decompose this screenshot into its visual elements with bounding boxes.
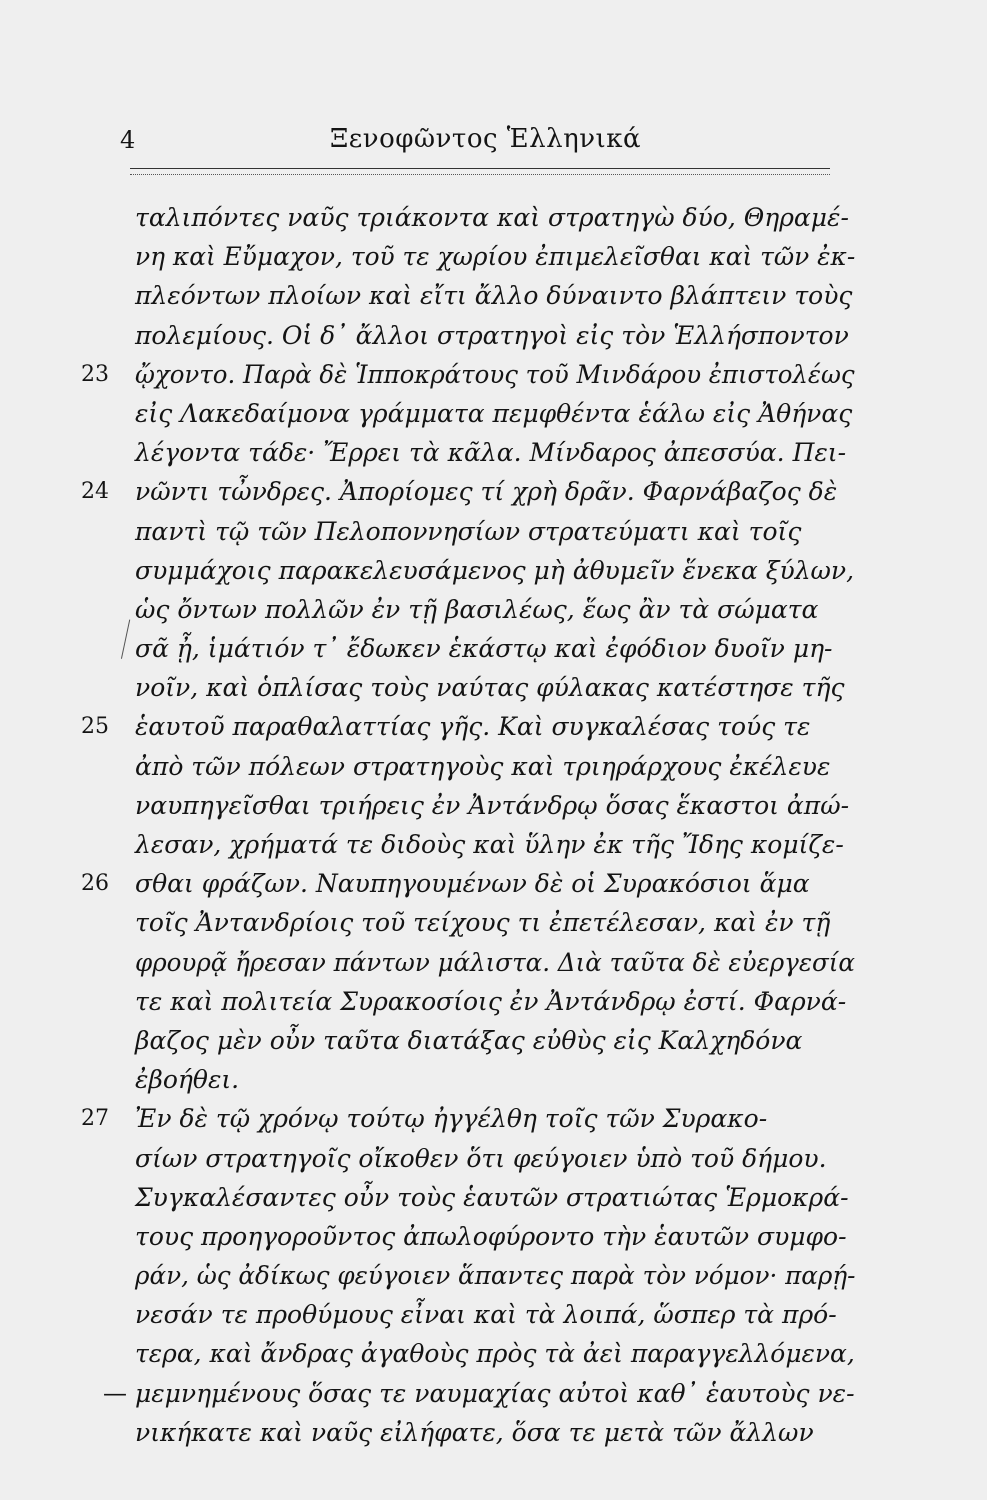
line-text: τοῖς Ἀντανδρίοις τοῦ τείχους τι ἐπετέλεσαν, καὶ ἐν τῇ xyxy=(135,908,831,938)
line-text: σθαι φράζων. Ναυπηγουμένων δὲ οἱ Συρακόσιοι ἅμα xyxy=(135,869,810,899)
text-line xyxy=(135,316,855,355)
line-text: νη καὶ Εὔμαχον, τοῦ τε χωρίου ἐπιμελεῖσθαι καὶ τῶν ἐκ- xyxy=(135,242,856,272)
text-line xyxy=(135,1413,855,1452)
text-line xyxy=(135,198,855,237)
text-line xyxy=(135,629,855,668)
line-text: σίων στρατηγοῖς οἴκοθεν ὅτι φεύγοιεν ὑπὸ τοῦ δήμου. xyxy=(135,1143,827,1173)
text-line xyxy=(135,237,855,276)
text-line xyxy=(135,943,855,982)
text-line xyxy=(135,1217,855,1256)
text-line xyxy=(135,1178,855,1217)
section-number: 24 xyxy=(81,479,109,505)
text-line xyxy=(135,1334,855,1373)
running-title: Ξενοφῶντος Ἑλληνικά xyxy=(330,124,642,154)
line-text: ἐβοήθει. xyxy=(135,1065,240,1095)
text-line xyxy=(135,276,855,315)
page-number: 4 xyxy=(120,126,136,154)
text-line xyxy=(81,1099,855,1138)
text-line xyxy=(135,1256,855,1295)
line-text: φρουρᾷ ἤρεσαν πάντων μάλιστα. Διὰ ταῦτα δὲ εὐεργεσία xyxy=(135,947,855,977)
text-line xyxy=(135,512,855,551)
text-line xyxy=(135,903,855,942)
text-line xyxy=(81,472,855,511)
section-number: 25 xyxy=(81,714,109,740)
section-number: 27 xyxy=(81,1106,109,1132)
line-text: πλεόντων πλοίων καὶ εἴτι ἄλλο δύναιντο βλάπτειν τοὺς xyxy=(135,281,853,311)
line-text: ναυπηγεῖσθαι τριήρεις ἐν Ἀντάνδρῳ ὅσας ἕκαστοι ἀπώ- xyxy=(135,790,850,820)
text-line xyxy=(135,786,855,825)
line-text: ᾤχοντο. Παρὰ δὲ Ἱπποκράτους τοῦ Μινδάρου ἐπιστολέως xyxy=(135,359,855,389)
text-body xyxy=(81,198,856,1452)
text-line xyxy=(135,825,855,864)
line-text: μεμνημένους ὅσας τε ναυμαχίας αὐτοὶ καθ᾽ ἑαυτοὺς νε- xyxy=(135,1378,855,1408)
text-line xyxy=(135,1021,855,1060)
margin-dash: — xyxy=(103,1378,127,1407)
line-text: εἰς Λακεδαίμονα γράμματα πεμφθέντα ἑάλω εἰς Ἀθήνας xyxy=(135,398,853,428)
text-line xyxy=(135,1139,855,1178)
line-text: ὡς ὄντων πολλῶν ἐν τῇ βασιλέως, ἕως ἂν τὰ σώματα xyxy=(135,594,819,624)
text-line xyxy=(135,1060,855,1099)
line-text: συμμάχοις παρακελευσάμενος μὴ ἀθυμεῖν ἕνεκα ξύλων, xyxy=(135,555,855,585)
page-header xyxy=(0,118,987,158)
section-number: 23 xyxy=(81,361,109,387)
line-text: νεσάν τε προθύμους εἶναι καὶ τὰ λοιπά, ὥσπερ τὰ πρό- xyxy=(135,1300,837,1330)
line-text: Ἐν δὲ τῷ χρόνῳ τούτῳ ἠγγέλθη τοῖς τῶν Συρακο- xyxy=(135,1104,768,1134)
text-line xyxy=(135,747,855,786)
line-text: τους προηγοροῦντος ἀπωλοφύροντο τὴν ἑαυτῶν συμφο- xyxy=(135,1221,847,1251)
line-text: νοῖν, καὶ ὁπλίσας τοὺς ναύτας φύλακας κατέστησε τῆς xyxy=(135,673,845,703)
line-text: λέγοντα τάδε· Ἔρρει τὰ κᾶλα. Μίνδαρος ἀπεσσύα. Πει- xyxy=(135,438,847,468)
line-text: λεσαν, χρήματά τε διδοὺς καὶ ὕλην ἐκ τῆς Ἴδης κομίζε- xyxy=(135,830,844,859)
line-text: τε καὶ πολιτεία Συρακοσίοις ἐν Ἀντάνδρῳ ἐστί. Φαρνά- xyxy=(135,986,847,1016)
text-line xyxy=(135,590,855,629)
text-line xyxy=(81,864,855,903)
line-text: βαζος μὲν οὖν ταῦτα διατάξας εὐθὺς εἰς Καλχηδόνα xyxy=(135,1025,803,1055)
text-line xyxy=(135,1295,855,1334)
text-line xyxy=(135,668,855,707)
line-text: σᾶ ᾖ, ἱμάτιόν τ᾽ ἔδωκεν ἑκάστῳ καὶ ἐφόδιον δυοῖν μη- xyxy=(135,634,833,664)
line-text: νικήκατε καὶ ναῦς εἰλήφατε, ὅσα τε μετὰ τῶν ἄλλων xyxy=(135,1417,814,1447)
line-text: ταλιπόντες ναῦς τριάκοντα καὶ στρατηγὼ δύο, Θηραμέ- xyxy=(135,203,849,232)
header-rule xyxy=(130,168,830,175)
line-text: Συγκαλέσαντες οὖν τοὺς ἑαυτῶν στρατιώτας Ἑρμοκρά- xyxy=(135,1182,849,1212)
section-number: 26 xyxy=(81,871,109,897)
text-line xyxy=(81,707,855,746)
text-line xyxy=(135,433,855,472)
text-line xyxy=(81,355,855,394)
text-line xyxy=(135,394,855,433)
text-line xyxy=(135,982,855,1021)
line-text: νῶντι τὦνδρες. Ἀπορίομες τί χρὴ δρᾶν. Φαρνάβαζος δὲ xyxy=(135,477,838,507)
text-line xyxy=(103,1374,855,1413)
text-line xyxy=(135,551,855,590)
line-text: τερα, καὶ ἄνδρας ἀγαθοὺς πρὸς τὰ ἀεὶ παραγγελλόμενα, xyxy=(135,1339,855,1369)
line-text: παντὶ τῷ τῶν Πελοποννησίων στρατεύματι καὶ τοῖς xyxy=(135,516,802,546)
line-text: ἀπὸ τῶν πόλεων στρατηγοὺς καὶ τριηράρχους ἐκέλευε xyxy=(135,751,831,781)
line-text: ἑαυτοῦ παραθαλαττίας γῆς. Καὶ συγκαλέσας τούς τε xyxy=(135,712,811,742)
line-text: ράν, ὡς ἀδίκως φεύγοιεν ἅπαντες παρὰ τὸν νόμον· παρῄ- xyxy=(135,1261,856,1291)
line-text: πολεμίους. Οἱ δ᾽ ἄλλοι στρατηγοὶ εἰς τὸν Ἑλλήσποντον xyxy=(135,320,849,350)
